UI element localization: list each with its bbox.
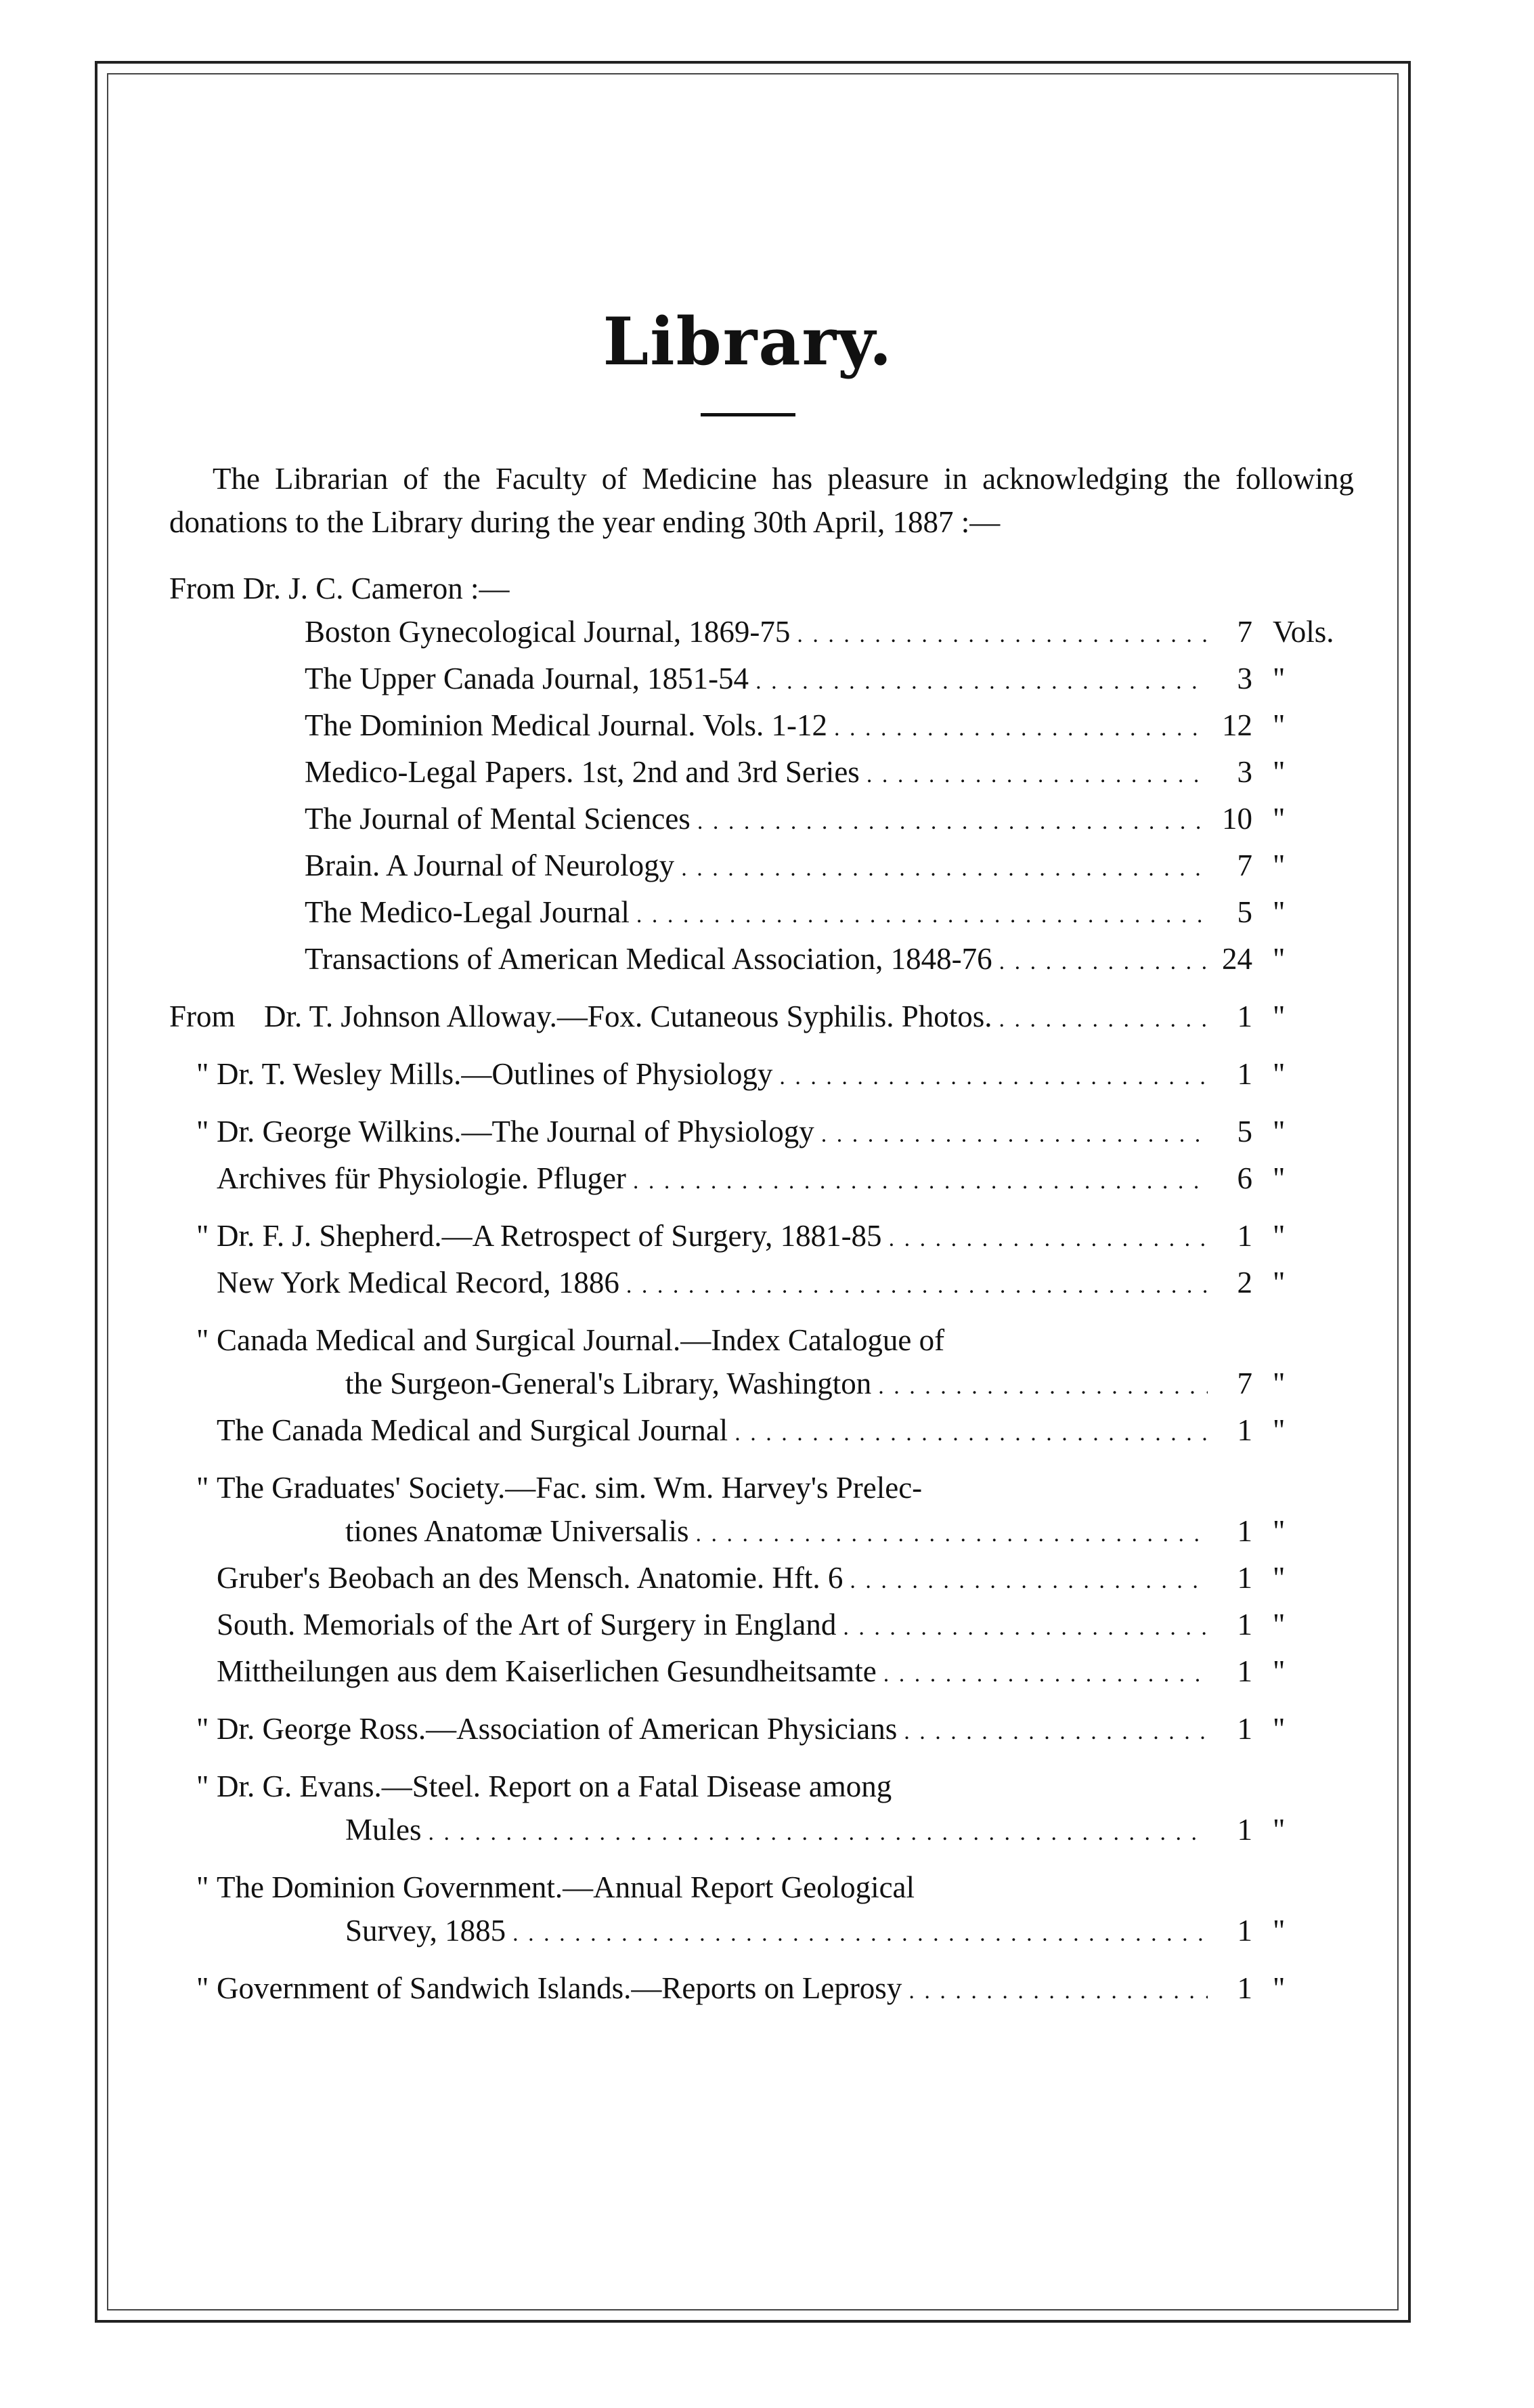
donor-block xyxy=(169,995,1354,1052)
spacer xyxy=(169,984,1354,995)
entry-row xyxy=(169,1157,1354,1203)
entry-row xyxy=(169,937,1354,984)
entry-unit: " xyxy=(1273,942,1286,976)
entry-row xyxy=(169,1110,1354,1157)
entry-unit: " xyxy=(1273,1514,1286,1548)
spacer xyxy=(169,1308,1354,1318)
entry-title: The Journal of Mental Sciences xyxy=(305,802,691,836)
entry-title: Government of Sandwich Islands.—Reports on Leprosy xyxy=(217,1971,902,2005)
entry-unit: " xyxy=(1273,802,1286,836)
donor-block xyxy=(169,1052,1354,1110)
entry-row xyxy=(169,1409,1354,1455)
leader-dots xyxy=(878,1365,1208,1409)
entry-count: 3 xyxy=(1237,755,1252,789)
spacer xyxy=(169,1754,1354,1765)
leader-dots xyxy=(883,1653,1208,1696)
entry-row xyxy=(169,1707,1354,1754)
entry-unit: " xyxy=(1273,999,1286,1033)
donor-block xyxy=(169,1765,1354,1866)
entry-count: 5 xyxy=(1237,1115,1252,1148)
entry-unit: " xyxy=(1273,848,1286,882)
ditto-mark: From xyxy=(169,999,236,1033)
entry-count: 10 xyxy=(1222,802,1252,836)
entry-row xyxy=(169,1318,1354,1362)
entry-row xyxy=(169,1466,1354,1509)
entry-row xyxy=(169,1765,1354,1808)
ditto-mark: " xyxy=(196,1471,209,1505)
document-page xyxy=(169,305,1354,2024)
entry-unit: " xyxy=(1273,1219,1286,1253)
entry-count: 12 xyxy=(1222,708,1252,742)
entry-row xyxy=(169,1866,1354,1909)
leader-dots xyxy=(999,998,1208,1041)
entry-title: Boston Gynecological Journal, 1869-75 xyxy=(305,615,791,649)
entry-count: 1 xyxy=(1237,1971,1252,2005)
spacer xyxy=(169,1956,1354,1966)
entry-row xyxy=(169,1966,1354,2013)
leader-dots xyxy=(843,1606,1208,1650)
leader-dots xyxy=(429,1811,1208,1855)
entry-title: Brain. A Journal of Neurology xyxy=(305,848,675,882)
leader-dots xyxy=(821,1113,1208,1157)
entry-unit: " xyxy=(1273,1266,1286,1299)
entry-count: 7 xyxy=(1237,1367,1252,1400)
entry-count: 2 xyxy=(1237,1266,1252,1299)
entry-row xyxy=(169,1362,1354,1409)
entry-unit: " xyxy=(1273,1561,1286,1595)
entry-unit: Vols. xyxy=(1273,615,1334,649)
donor-heading: From Dr. J. C. Cameron :— xyxy=(169,572,510,605)
entry-unit: " xyxy=(1273,1608,1286,1641)
page-title: Library. xyxy=(602,303,894,380)
entry-count: 1 xyxy=(1237,1561,1252,1595)
entry-row xyxy=(169,995,1354,1041)
entry-row xyxy=(169,750,1354,797)
entry-row xyxy=(169,1214,1354,1261)
entry-title: Dr. George Wilkins.—The Journal of Physiology xyxy=(217,1115,814,1148)
entry-row xyxy=(169,1808,1354,1855)
leader-dots xyxy=(633,1160,1208,1203)
leader-dots xyxy=(636,894,1208,937)
entry-title: The Medico-Legal Journal xyxy=(305,895,630,929)
entry-row xyxy=(169,890,1354,937)
entry-title: The Dominion Medical Journal. Vols. 1-12 xyxy=(305,708,828,742)
entry-title: Gruber's Beobach an des Mensch. Anatomie. Hft. 6 xyxy=(217,1561,843,1595)
leader-dots xyxy=(889,1218,1208,1261)
entry-row xyxy=(169,704,1354,750)
leader-dots xyxy=(626,1264,1208,1308)
entry-row xyxy=(169,1261,1354,1308)
entry-count: 6 xyxy=(1237,1161,1252,1195)
donor-block xyxy=(169,1966,1354,2024)
title-rule xyxy=(701,413,795,416)
leader-dots xyxy=(850,1560,1208,1603)
entry-title: Dr. F. J. Shepherd.—A Retrospect of Surgery, 1881-85 xyxy=(217,1219,882,1253)
entry-count: 7 xyxy=(1237,615,1252,649)
ditto-mark: " xyxy=(196,1323,209,1357)
ditto-mark: " xyxy=(196,1971,209,2005)
donor-list xyxy=(169,995,1354,2024)
ditto-mark: " xyxy=(196,1712,209,1746)
entry-unit: " xyxy=(1273,1813,1286,1847)
donor-block xyxy=(169,1466,1354,1707)
entry-title: the Surgeon-General's Library, Washington xyxy=(345,1367,872,1400)
entry-count: 3 xyxy=(1237,662,1252,695)
spacer xyxy=(169,1041,1354,1052)
entry-count: 1 xyxy=(1237,1654,1252,1688)
ditto-mark: " xyxy=(196,1219,209,1253)
entry-count: 1 xyxy=(1237,1057,1252,1091)
entry-unit: " xyxy=(1273,1654,1286,1688)
entry-count: 1 xyxy=(1237,1219,1252,1253)
spacer xyxy=(169,1099,1354,1110)
entry-count: 1 xyxy=(1237,1914,1252,1948)
entry-unit: " xyxy=(1273,1057,1286,1091)
entry-unit: " xyxy=(1273,708,1286,742)
entry-title: Canada Medical and Surgical Journal.—Index Catalogue of xyxy=(217,1323,945,1357)
entry-title: Mules xyxy=(345,1813,422,1847)
entry-unit: " xyxy=(1273,1367,1286,1400)
entry-title: Dr. G. Evans.—Steel. Report on a Fatal Disease among xyxy=(217,1769,892,1803)
ditto-mark: " xyxy=(196,1057,209,1091)
cameron-donations xyxy=(169,567,1354,995)
leader-dots xyxy=(755,660,1208,704)
entry-unit: " xyxy=(1273,662,1286,695)
entry-row xyxy=(169,1909,1354,1956)
entry-row xyxy=(169,1556,1354,1603)
entry-title: Archives für Physiologie. Pfluger xyxy=(217,1161,626,1195)
entry-count: 1 xyxy=(1237,1712,1252,1746)
leader-dots xyxy=(908,1970,1208,2013)
entry-count: 1 xyxy=(1237,1413,1252,1447)
entry-unit: " xyxy=(1273,1413,1286,1447)
entry-count: 5 xyxy=(1237,895,1252,929)
entry-title: The Canada Medical and Surgical Journal xyxy=(217,1413,728,1447)
entry-count: 1 xyxy=(1237,1813,1252,1847)
leader-dots xyxy=(797,614,1208,657)
spacer xyxy=(169,1855,1354,1866)
entry-count: 1 xyxy=(1237,999,1252,1033)
entry-title: Mittheilungen aus dem Kaiserlichen Gesundheitsamte xyxy=(217,1654,877,1688)
entry-unit: " xyxy=(1273,1712,1286,1746)
ditto-mark: " xyxy=(196,1115,209,1148)
entry-title: Dr. T. Johnson Alloway.—Fox. Cutaneous Syphilis. Photos. xyxy=(264,999,992,1033)
entry-count: 1 xyxy=(1237,1514,1252,1548)
entry-title: The Dominion Government.—Annual Report Geological xyxy=(217,1870,915,1904)
spacer xyxy=(169,1455,1354,1466)
entry-title: New York Medical Record, 1886 xyxy=(217,1266,619,1299)
entry-row xyxy=(169,657,1354,704)
leader-dots xyxy=(867,754,1208,797)
entry-count: 7 xyxy=(1237,848,1252,882)
entry-row xyxy=(169,1052,1354,1099)
entry-row xyxy=(169,844,1354,890)
entry-unit: " xyxy=(1273,1971,1286,2005)
spacer xyxy=(169,2013,1354,2024)
donor-block xyxy=(169,1214,1354,1318)
entry-unit: " xyxy=(1273,1161,1286,1195)
entry-count: 1 xyxy=(1237,1608,1252,1641)
entry-row xyxy=(169,1650,1354,1696)
leader-dots xyxy=(695,1513,1208,1556)
entry-unit: " xyxy=(1273,1914,1286,1948)
leader-dots xyxy=(735,1412,1208,1455)
ditto-mark: " xyxy=(196,1769,209,1803)
entry-row xyxy=(169,610,1354,657)
entry-title: South. Memorials of the Art of Surgery in England xyxy=(217,1608,837,1641)
entry-title: Transactions of American Medical Association, 1848-76 xyxy=(305,942,992,976)
leader-dots xyxy=(834,707,1208,750)
leader-dots xyxy=(681,847,1208,890)
leader-dots xyxy=(999,941,1208,984)
spacer xyxy=(169,1696,1354,1707)
spacer xyxy=(169,1203,1354,1214)
entry-title: Dr. George Ross.—Association of American Physicians xyxy=(217,1712,898,1746)
donor-block xyxy=(169,1707,1354,1765)
intro-paragraph: The Librarian of the Faculty of Medicine has pleasure in acknowledging the following donations to the Library during the year ending 30th April, 1887 :— xyxy=(169,462,1354,539)
entry-title: Dr. T. Wesley Mills.—Outlines of Physiology xyxy=(217,1057,773,1091)
entry-row xyxy=(169,1509,1354,1556)
entry-title: Survey, 1885 xyxy=(345,1914,506,1948)
donor-block xyxy=(169,1110,1354,1214)
entry-row xyxy=(169,1603,1354,1650)
entry-row xyxy=(169,797,1354,844)
leader-dots xyxy=(512,1912,1208,1956)
ditto-mark: " xyxy=(196,1870,209,1904)
entry-unit: " xyxy=(1273,895,1286,929)
entry-count: 24 xyxy=(1222,942,1252,976)
leader-dots xyxy=(904,1711,1208,1754)
entry-title: The Graduates' Society.—Fac. sim. Wm. Harvey's Prelec- xyxy=(217,1471,923,1505)
leader-dots xyxy=(697,800,1208,844)
entry-title: Medico-Legal Papers. 1st, 2nd and 3rd Series xyxy=(305,755,860,789)
entry-title: The Upper Canada Journal, 1851-54 xyxy=(305,662,749,695)
donor-block xyxy=(169,1318,1354,1466)
leader-dots xyxy=(779,1056,1208,1099)
donor-block xyxy=(169,1866,1354,1966)
entry-unit: " xyxy=(1273,755,1286,789)
entry-unit: " xyxy=(1273,1115,1286,1148)
entry-title: tiones Anatomæ Universalis xyxy=(345,1514,689,1548)
